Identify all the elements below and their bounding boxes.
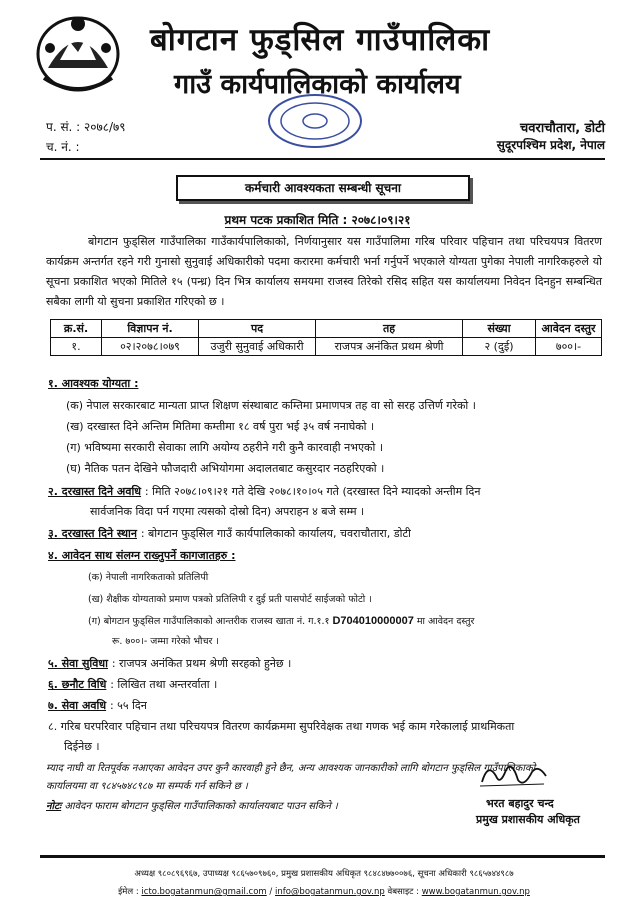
footer-web: ईमेल : icto.bogatanmun@gmail.com / info@bogatanmun.gov.np वेबसाइट : www.bogatanmun.gov.np — [118, 887, 530, 897]
cell-count: २ (दुई) — [463, 338, 536, 356]
section-selection — [48, 677, 217, 692]
document-item-cont: रू. ७००।- जम्मा गरेको भौचर । — [112, 636, 220, 647]
table-row — [51, 338, 602, 356]
section-location — [48, 526, 411, 541]
office-subtitle: गाउँ कार्यपालिकाको कार्यालय — [174, 69, 461, 100]
email-label: ईमेल : — [118, 887, 139, 897]
address-line-1: चवराचौतारा, डोटी — [520, 121, 605, 136]
qualification-item: (क) नेपाल सरकारबाट मान्यता प्राप्त शिक्षण संस्थाबाट कम्तिमा प्रमाणपत्र तह वा सो सरह उत्तिर्ण गरेको । — [66, 399, 476, 412]
cell-level: राजपत्र अनंकित प्रथम श्रेणी — [316, 338, 463, 356]
note-text: आवेदन फाराम बोगटान फुड्सिल गाउँपालिकाको कार्यालयबाट पाउन सकिने । — [64, 801, 338, 812]
selection-label: ६. छनौट विधि — [48, 678, 107, 691]
footer-contacts: अध्यक्ष ९८०८९६९६७, उपाध्यक्ष ९८६५७०९७६०, प्रमुख प्रशासकीय अधिकृत ९८४८४७७००७६, सूचना अधिकारी ९८६५७४४९८७ — [134, 869, 514, 879]
office-title: बोगटान फुड्सिल गाउँपालिका — [150, 22, 491, 58]
section-priority: ८. गरिब घरपरिवार पहिचान तथा परिचयपत्र वितरण कार्यक्रममा सुपरिवेक्षक तथा गणक भई काम गरेकालाई प्राथमिकता — [48, 720, 515, 733]
cell-post: उजुरी सुनुवाई अधिकारी — [199, 338, 316, 356]
email-link[interactable]: icto.bogatanmun@gmail.com — [141, 887, 267, 897]
signer-name: भरत बहादुर चन्द — [486, 797, 554, 810]
col-count: संख्या — [463, 320, 536, 338]
dispatch-number: च. नं. : — [46, 140, 80, 154]
col-post: पद — [199, 320, 316, 338]
first-published-date: प्रथम पटक प्रकाशित मिति : २०७८।०९।२१ — [224, 213, 411, 227]
notice-intro: बोगटान फुड्सिल गाउँपालिका गाउँकार्यपालिकाको, निर्णयानुसार यस गाउँपालिमा गरिब परिवार पहिचान तथा परिचयपत्र वितरण कार्यक्रम अन्तर्गत रहने गरी गुनासो सुनुवाई अधिकारीको पदमा करारमा कर्मचारी भर्ना गर्नुपर्ने भएकाले योग्यता पुगेका नेपाली नागरिकहरुले यो सूचना प्रकाशित भएको मितिले १५ (पन्ध्र) दिन भित्र कार्यालय समयमा राजस्व तिरेको रसिद सहित यस कार्यालयमा निवेदन दिनहुन सम्बन्धित सबैका लागी यो सुचना प्रकाशित गरिएको छ । — [46, 235, 602, 308]
document-item-text: मा आवेदन दस्तुर — [416, 616, 475, 627]
col-sn: क्र.सं. — [51, 320, 102, 338]
note-label: नोटः — [46, 801, 62, 812]
qualification-item: (ख) दरखास्त दिने अन्तिम मितिमा कम्तीमा १८ वर्ष पुरा भई ३५ वर्ष ननाघेको । — [66, 420, 375, 433]
location-text: : बोगटान फुड्सिल गाउँ कार्यपालिकाको कार्यालय, चवराचौतारा, डोटी — [140, 527, 411, 540]
col-fee: आवेदन दस्तुर — [536, 320, 602, 338]
document-item — [88, 614, 474, 627]
section-qualification: १. आवश्यक योग्यता : — [48, 377, 139, 390]
cell-fee: ७००।- — [536, 338, 602, 356]
period-text-cont: सार्वजनिक विदा पर्न गएमा त्यसको दोस्रो दिन) अपराहन ४ बजे सम्म । — [90, 505, 365, 518]
selection-text: : लिखित तथा अन्तरर्वाता । — [110, 678, 218, 691]
col-ad-no: विज्ञापन नं. — [102, 320, 199, 338]
header-divider — [40, 158, 605, 160]
cell-sn: १. — [51, 338, 102, 356]
period-label: २. दरखास्त दिने अवधि — [48, 485, 142, 498]
qualification-item: (घ) नैतिक पतन देखिने फौजदारी अभियोगमा अदालतबाट कसुरदार नठहरिएको । — [66, 462, 385, 475]
duration-label: ७. सेवा अवधि — [48, 699, 107, 712]
website-link[interactable]: www.bogatanmun.gov.np — [421, 887, 530, 897]
office-stamp-icon — [266, 92, 364, 150]
note-line: कार्यालयमा वा ९८४५७४८९८७ मा सम्पर्क गर्न सकिने छ । — [46, 781, 248, 792]
duration-text: : ५५ दिन — [109, 699, 147, 712]
document-item: (क) नेपाली नागरिकताको प्रतिलिपी — [88, 572, 209, 583]
signer-title: प्रमुख प्रशासकीय अधिकृत — [476, 813, 580, 826]
section-documents: ४. आवेदन साथ संलग्न राख्नुपर्ने कागजातहरु : — [48, 549, 236, 562]
nepal-emblem-icon — [30, 8, 126, 94]
section-benefits — [48, 656, 291, 671]
website-label: वेबसाइट : — [387, 887, 420, 897]
period-text: : मिति २०७८।०९।२१ गते देखि २०७८।१०।०५ गते (दरखास्त दिने म्यादको अन्तीम दिन — [144, 485, 481, 498]
email-link[interactable]: info@bogatanmun.gov.np — [274, 887, 385, 897]
signature-icon — [474, 758, 554, 792]
table-header-row — [51, 320, 602, 338]
benefits-text: : राजपत्र अनंकित प्रथम श्रेणी सरहको हुनेछ । — [111, 657, 292, 670]
document-item: (ख) शैक्षीक योग्यताको प्रमाण पत्रको प्रतिलिपी र दुई प्रती पासपोर्ट साईजको फोटो । — [88, 594, 372, 605]
notice-title: कर्मचारी आवश्यकता सम्बन्धी सूचना — [176, 175, 470, 201]
note-line: म्याद नाघी वा रितपूर्वक नआएका आवेदन उपर कुनै कारवाही हुने छैन, अन्य आवश्यक जानकारीको लागि बोगटान फुड्सिल गाउँपालिकाको — [46, 763, 536, 774]
qualification-item: (ग) भविष्यमा सरकारी सेवाका लागि अयोग्य ठहरीने गरी कुनै कारवाही नभएको । — [66, 441, 383, 454]
section-period — [48, 484, 480, 499]
location-label: ३. दरखास्त दिने स्थान — [48, 527, 137, 540]
reference-number: प. सं. : २०७८/७९ — [46, 120, 126, 134]
col-level: तह — [316, 320, 463, 338]
cell-ad-no: ०२।२०७८।०७९ — [102, 338, 199, 356]
section-priority-cont: दिईनेछ । — [64, 740, 100, 753]
footer-divider — [40, 855, 605, 858]
address-line-2: सुदूरपश्चिम प्रदेश, नेपाल — [496, 138, 605, 152]
benefits-label: ५. सेवा सुविधा — [48, 657, 108, 670]
vacancy-table — [50, 319, 602, 356]
section-duration — [48, 698, 147, 713]
document-item-text: (ग) बोगटान फुड्सिल गाउँपालिकाको आन्तरीक राजस्व खाता नं. ग.१.१ — [88, 616, 330, 627]
note-line — [46, 798, 338, 812]
account-number: D704010000007 — [332, 615, 414, 627]
